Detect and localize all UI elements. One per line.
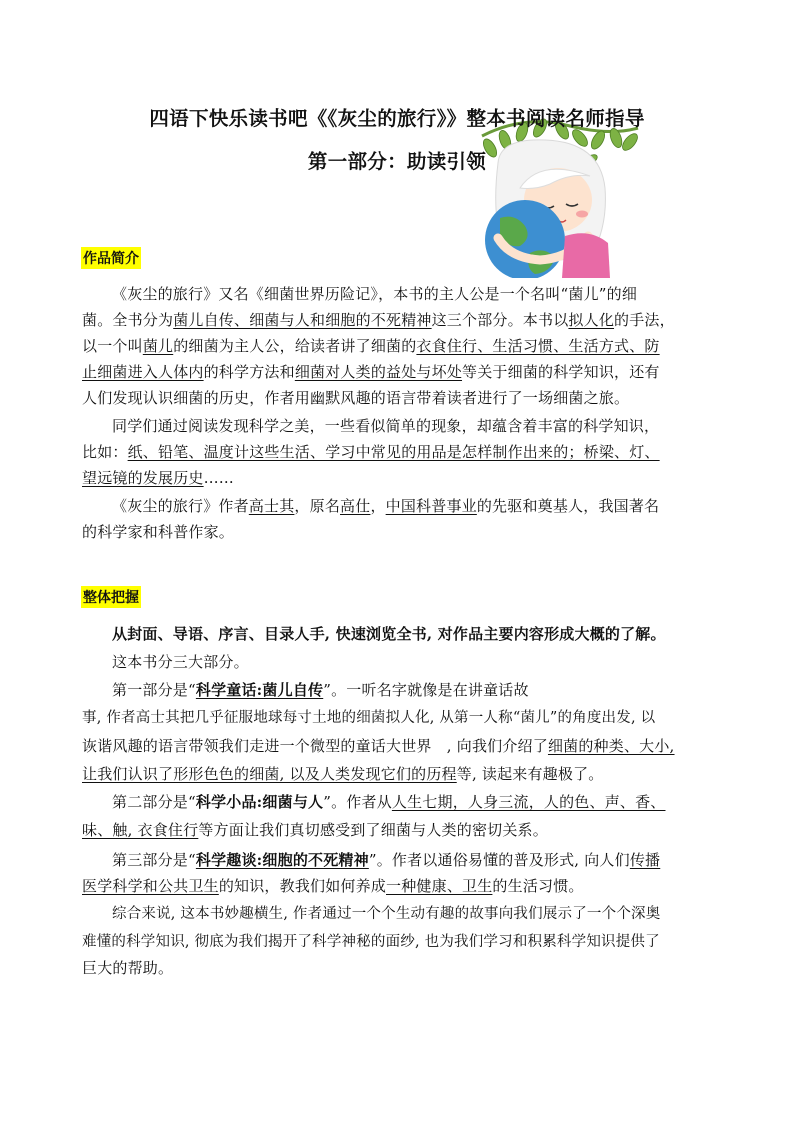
- paragraph-line: 综合来说, 这本书妙趣横生, 作者通过一个个生动有趣的故事向我们展示了一个个深奥: [112, 906, 661, 922]
- paragraph-line: 人们发现认识细菌的历史，作者用幽默风趣的语言带着读者进行了一场细菌之旅。: [82, 389, 630, 407]
- paragraph-line: 第二部分是“科学小品:细菌与人”。作者从人生七期，人身三流，人的色、声、香、: [112, 793, 666, 811]
- section-tag-intro: 作品简介: [81, 247, 141, 269]
- paragraph-line: 《灰尘的旅行》又名《细菌世界历险记》，本书的主人公是一个名叫“菌儿”的细: [112, 285, 638, 303]
- paragraph-line: 事, 作者高士其把几乎征服地球每寸土地的细菌拟人化, 从第一人称“菌儿”的角度出发, 以: [82, 710, 656, 726]
- paragraph-line: 味、触, 衣食住行等方面让我们真切感受到了细菌与人类的密切关系。: [82, 821, 548, 839]
- paragraph-line: 菌。全书分为菌儿自传、细菌与人和细胞的不死精神这三个部分。本书以拟人化的手法，: [82, 311, 675, 329]
- page-subtitle: 第一部分：助读引领: [307, 150, 487, 173]
- paragraph-line: 这本书分三大部分。: [112, 653, 249, 671]
- paragraph-line: 巨大的帮助。: [82, 959, 174, 977]
- paragraph-line: 的科学家和科普作家。: [82, 523, 235, 541]
- paragraph-line: 医学科学和公共卫生的知识，教我们如何养成一种健康、卫生的生活习惯。: [82, 877, 584, 895]
- paragraph-line: 《灰尘的旅行》作者高士其，原名高仕，中国科普事业的先驱和奠基人，我国著名: [112, 497, 660, 515]
- paragraph-line: 同学们通过阅读发现科学之美，一些看似简单的现象，却蕴含着丰富的科学知识，: [112, 417, 660, 435]
- girl-hugging-earth-illustration: [470, 118, 645, 278]
- paragraph-line: 难懂的科学知识, 彻底为我们揭开了科学神秘的面纱, 也为我们学习和积累科学知识提供了: [82, 934, 660, 950]
- paragraph-line: 让我们认识了形形色色的细菌, 以及人类发现它们的历程等, 读起来有趣极了。: [82, 765, 604, 783]
- section-tag-overview: 整体把握: [81, 586, 141, 608]
- paragraph-line: 望远镜的发展历史……: [82, 469, 235, 487]
- page-title: 四语下快乐读书吧《《灰尘的旅行》》整本书阅读名师指导: [149, 107, 645, 130]
- paragraph-line: 第三部分是“科学趣谈:细胞的不死精神”。作者以通俗易懂的普及形式, 向人们传播: [112, 851, 661, 869]
- lead-sentence: 从封面、导语、序言、目录人手, 快速浏览全书, 对作品主要内容形成大概的了解。: [112, 625, 666, 643]
- paragraph-line: 第一部分是“科学童话:菌儿自传”。一听名字就像是在讲童话故: [112, 681, 529, 699]
- paragraph-line: 止细菌进入人体内的科学方法和细菌对人类的益处与坏处等关于细菌的科学知识，还有: [82, 363, 660, 381]
- paragraph-line: 比如：纸、铅笔、温度计这些生活、学习中常见的用品是怎样制作出来的；桥梁、灯、: [82, 443, 660, 461]
- paragraph-line: 以一个叫菌儿的细菌为主人公，给读者讲了细菌的衣食住行、生活习惯、生活方式、防: [82, 337, 660, 355]
- paragraph-line: 诙谐风趣的语言带领我们走进一个微型的童话大世界 , 向我们介绍了细菌的种类、大小,: [82, 737, 675, 755]
